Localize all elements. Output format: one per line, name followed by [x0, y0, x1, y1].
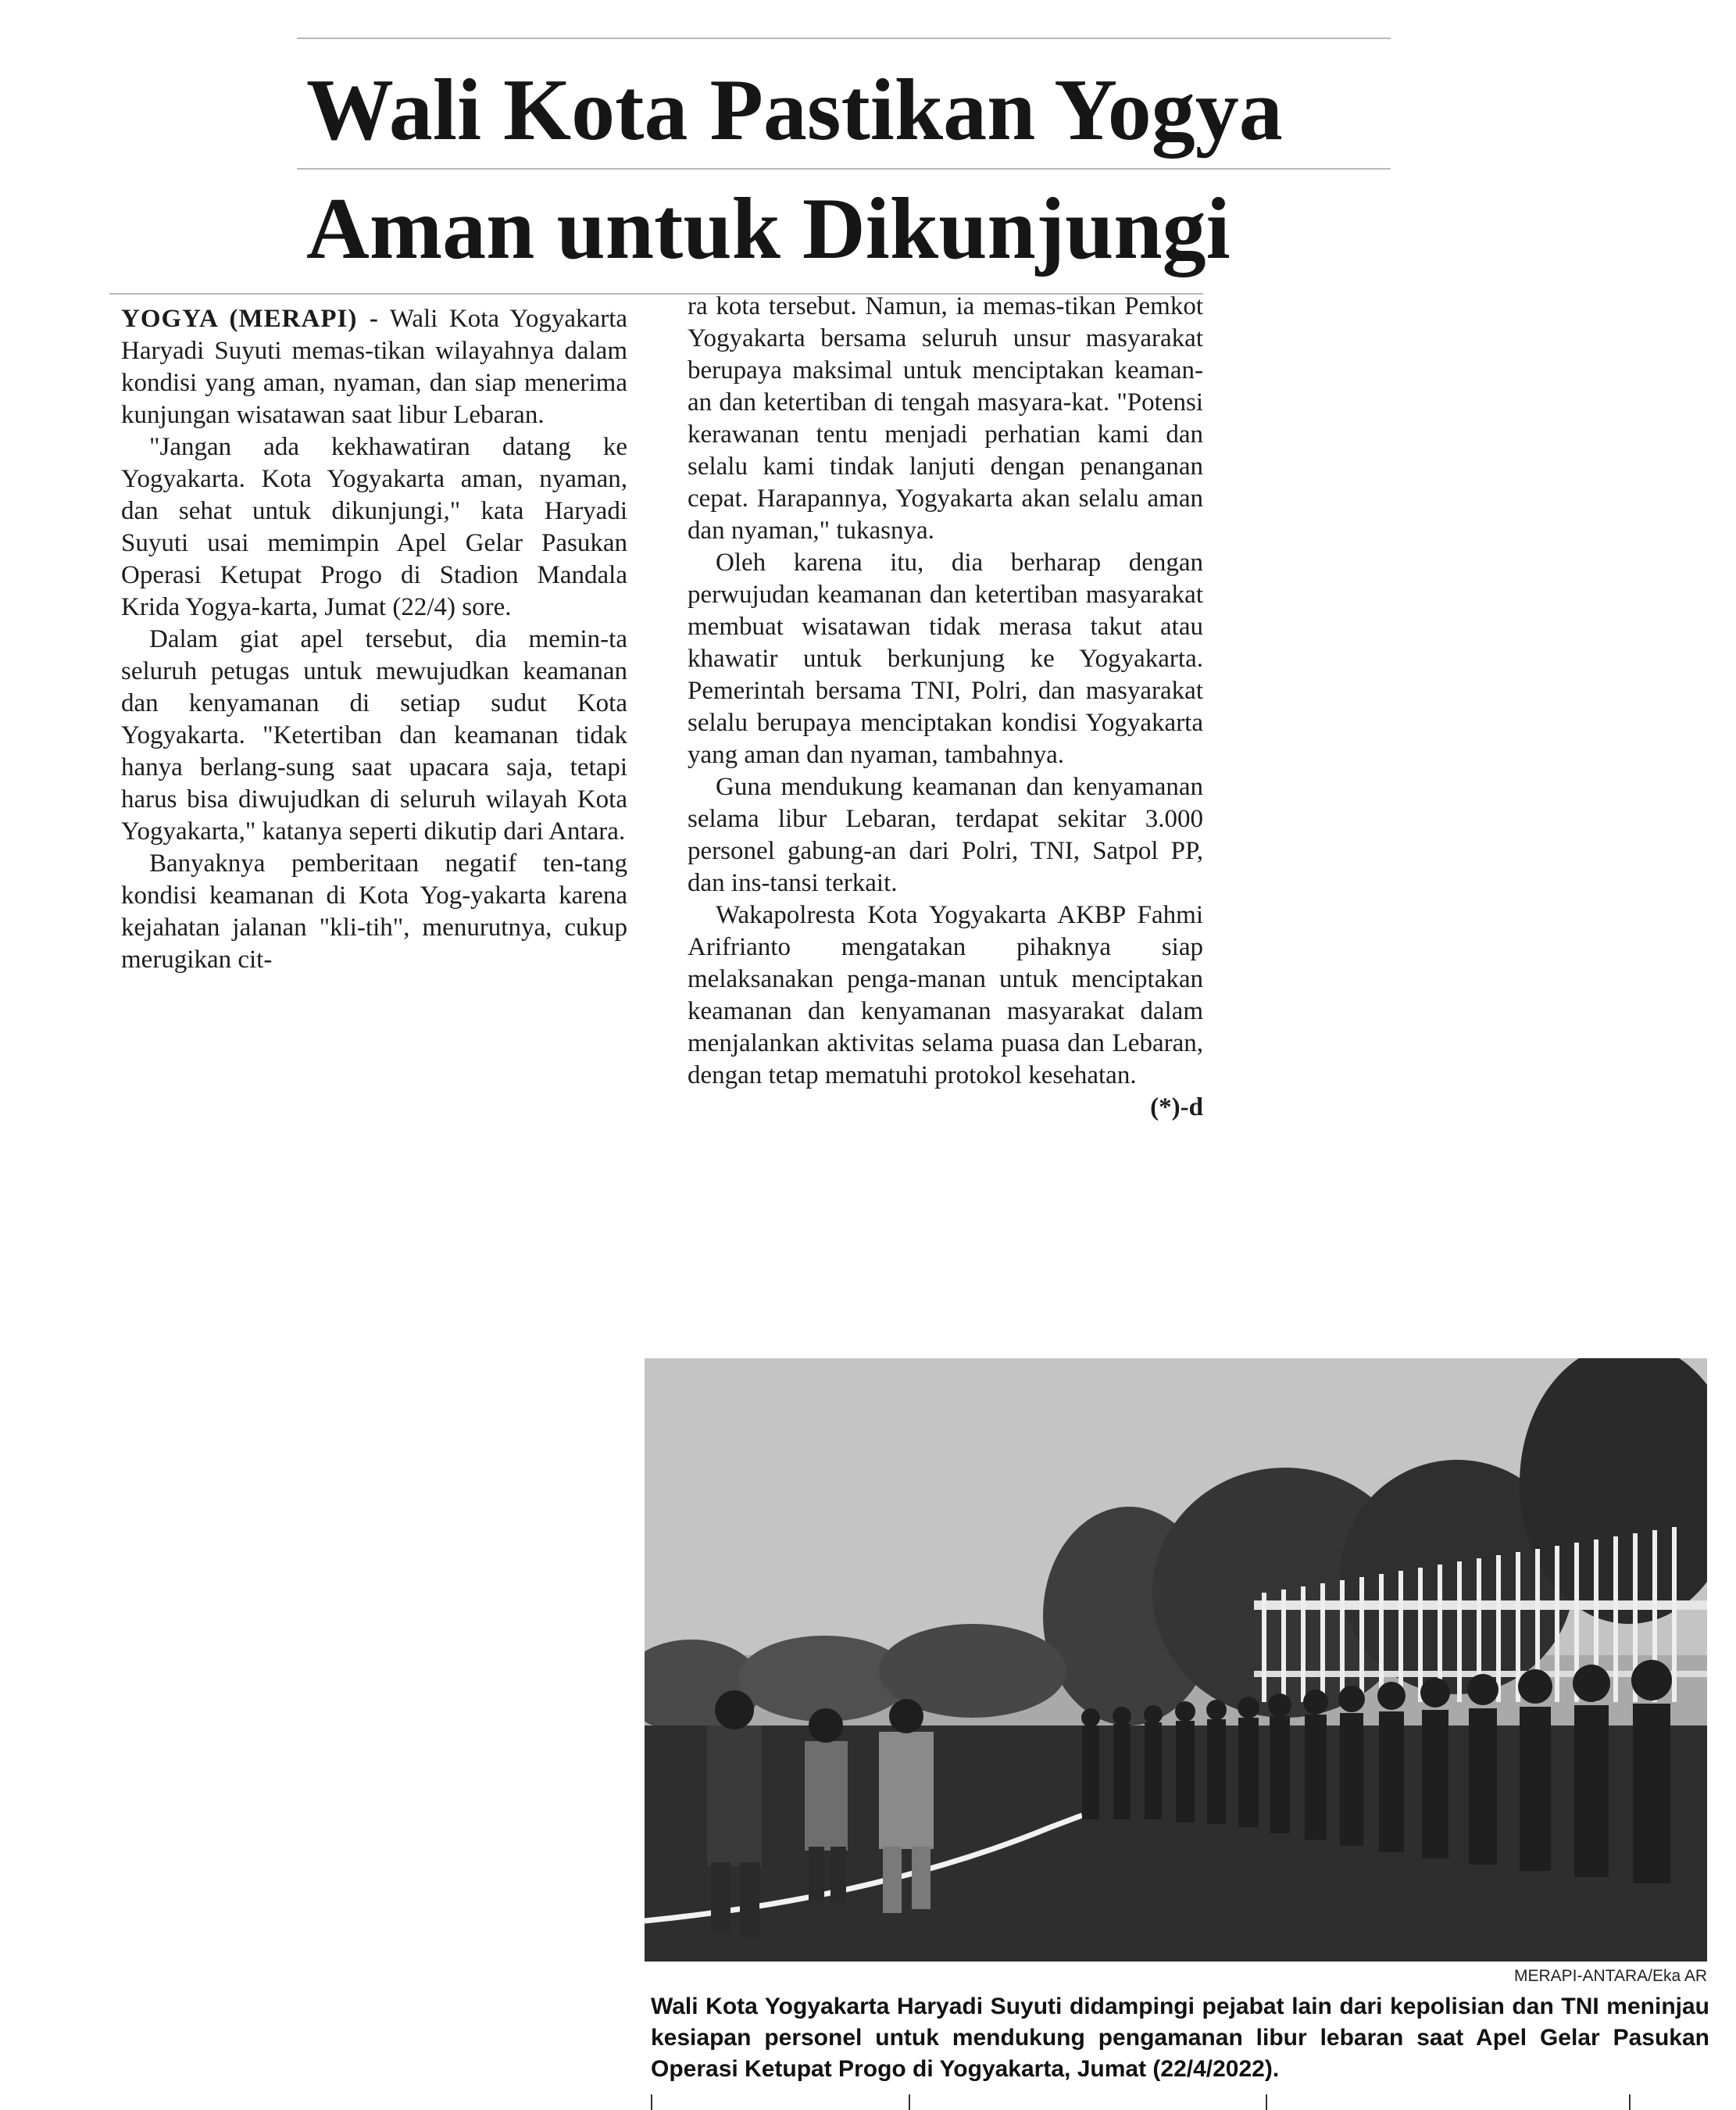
news-photo: [645, 1358, 1707, 1962]
photo-caption: Wali Kota Yogyakarta Haryadi Suyuti didampingi pejabat lain dari kepolisian dan TNI meninjau kesiapan personel untuk mendukung pengamanan libur lebaran saat Apel Gelar Pasukan Operasi Ketupat Progo di Yogyakarta, Jumat (22/4/2022).: [651, 1994, 1709, 2082]
photo-illustration: [645, 1358, 1707, 1962]
headline-line-2: Aman untuk Dikunjungi: [306, 181, 1231, 277]
paragraph: [688, 899, 1203, 1121]
paragraph: Banyaknya pemberitaan negatif ten-tang kondisi keamanan di Kota Yog-yakarta karena kejahatan jalanan "kli-tih", menurutnya, cukup merugikan cit-: [121, 849, 627, 974]
paragraph: Guna mendukung keamanan dan kenyamanan selama libur Lebaran, terdapat sekitar 3.000 personel gabung-an dari Polri, TNI, Satpol PP, dan ins-tansi terkait.: [688, 773, 1203, 897]
headline-line-1: Wali Kota Pastikan Yogya: [306, 62, 1283, 159]
column-divider-tick: [1629, 2094, 1631, 2110]
paragraph: ra kota tersebut. Namun, ia memas-tikan Pemkot Yogyakarta bersama seluruh unsur masyarakat berupaya maksimal untuk menciptakan keaman-an dan ketertiban di tengah masyara-kat. "Potensi kerawanan tentu menjadi perhatian kami dan selalu kami tindak lanjuti dengan penanganan cepat. Harapannya, Yogyakarta akan selalu aman dan nyaman," tukasnya.: [688, 292, 1203, 545]
paragraph: Dalam giat apel tersebut, dia memin-ta seluruh petugas untuk mewujudkan keamanan dan kenyamanan di setiap sudut Kota Yogyakarta. "Ketertiban dan keamanan tidak hanya berlang-sung saat upacara saja, tetapi harus bisa diwujudkan di seluruh wilayah Kota Yogyakarta," katanya seperti dikutip dari Antara.: [121, 625, 627, 846]
column-divider-tick: [1266, 2094, 1267, 2110]
lead-text: Wali Kota Yogyakarta Haryadi Suyuti memas-tikan wilayahnya dalam kondisi yang aman, nyaman, dan siap menerima kunjungan wisatawan saat libur Lebaran.: [121, 305, 628, 429]
column-divider-tick: [909, 2094, 910, 2110]
lead-paragraph: [121, 303, 627, 431]
paragraph: "Jangan ada kekhawatiran datang ke Yogyakarta. Kota Yogyakarta aman, nyaman, dan sehat untuk dikunjungi," kata Haryadi Suyuti usai memimpin Apel Gelar Pasukan Operasi Ketupat Progo di Stadion Mandala Krida Yogya-karta, Jumat (22/4) sore.: [121, 433, 627, 621]
article-column-2: [688, 291, 1203, 1124]
closing-text: Wakapolresta Kota Yogyakarta AKBP Fahmi Arifrianto mengatakan pihaknya siap melaksanakan penga-manan untuk menciptakan keamanan dan kenyamanan masyarakat dalam menjalankan aktivitas selama puasa dan Lebaran, dengan tetap mematuhi protokol kesehatan.: [688, 901, 1203, 1089]
column-divider-tick: [651, 2094, 652, 2110]
photo-credit: MERAPI-ANTARA/Eka AR: [1514, 1967, 1707, 1985]
top-rule: [297, 38, 1391, 39]
dateline: YOGYA (MERAPI) -: [121, 305, 379, 333]
paragraph: Oleh karena itu, dia berharap dengan perwujudan keamanan dan ketertiban masyarakat membuat wisatawan tidak merasa takut atau khawatir untuk berkunjung ke Yogyakarta. Pemerintah bersama TNI, Polri, dan masyarakat selalu berupaya menciptakan kondisi Yogyakarta yang aman dan nyaman, tambahnya.: [688, 549, 1203, 769]
headline-mid-rule: [297, 168, 1391, 170]
article-column-1: [121, 303, 627, 976]
byline-signoff: (*)-d: [1150, 1093, 1203, 1121]
